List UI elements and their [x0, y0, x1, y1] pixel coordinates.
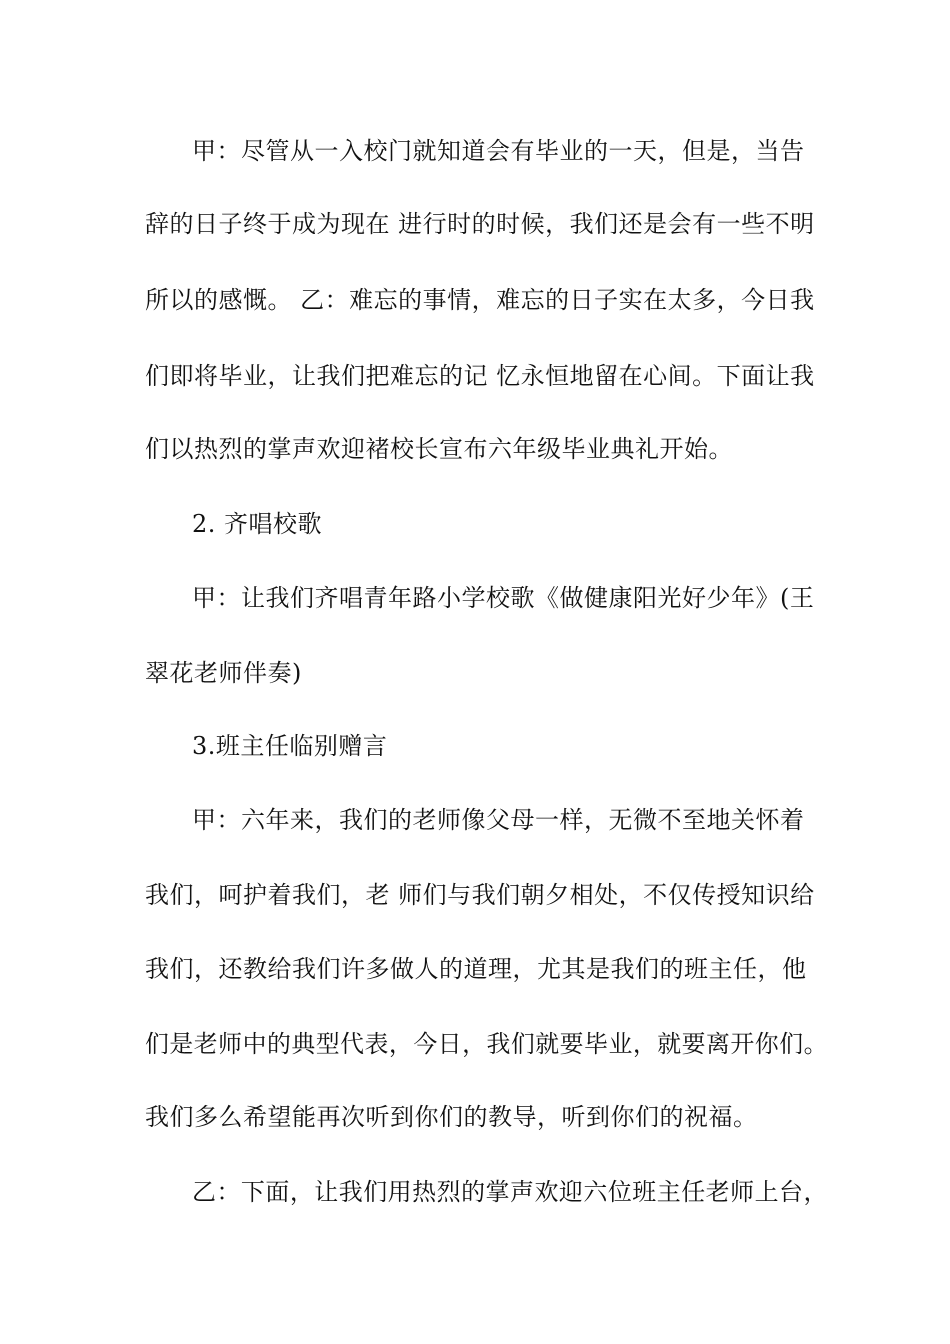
text-line [0, 653, 950, 693]
paragraph-text: 们是老师中的典型代表，今日，我们就要毕业，就要离开你们。 [145, 1030, 828, 1058]
text-line [0, 726, 950, 766]
paragraph-text: 甲：六年来，我们的老师像父母一样，无微不至地关怀着 [192, 806, 805, 834]
paragraph-text: 我们，还教给我们许多做人的道理，尤其是我们的班主任，他 [145, 955, 807, 983]
section-heading: 2. 齐唱校歌 [192, 510, 323, 538]
text-line [0, 131, 950, 171]
paragraph-text: 甲：让我们齐唱青年路小学校歌《做健康阳光好少年》(王 [192, 584, 815, 612]
text-line [0, 1172, 950, 1212]
paragraph-text: 翠花老师伴奏) [145, 659, 302, 687]
paragraph-text: 甲：尽管从一入校门就知道会有毕业的一天，但是，当告 [192, 137, 805, 165]
text-line [0, 356, 950, 396]
paragraph-text: 我们，呵护着我们，老 师们与我们朝夕相处，不仅传授知识给 [145, 881, 815, 909]
paragraph-text: 辞的日子终于成为现在 进行时的时候，我们还是会有一些不明 [145, 210, 815, 238]
section-heading: 3.班主任临别赠言 [192, 732, 388, 760]
text-line [0, 800, 950, 840]
text-line [0, 578, 950, 618]
paragraph-text: 所以的感慨。 乙：难忘的事情，难忘的日子实在太多，今日我 [145, 286, 815, 314]
text-line [0, 280, 950, 320]
text-line [0, 1024, 950, 1064]
text-line [0, 1097, 950, 1137]
paragraph-text: 们即将毕业，让我们把难忘的记 忆永恒地留在心间。下面让我 [145, 362, 815, 390]
text-line [0, 429, 950, 469]
text-line [0, 949, 950, 989]
paragraph-text: 我们多么希望能再次听到你们的教导，听到你们的祝福。 [145, 1103, 758, 1131]
text-line [0, 204, 950, 244]
paragraph-text: 们以热烈的掌声欢迎褚校长宣布六年级毕业典礼开始。 [145, 435, 733, 463]
text-line [0, 504, 950, 544]
paragraph-text: 乙：下面，让我们用热烈的掌声欢迎六位班主任老师上台， [192, 1178, 828, 1206]
text-line [0, 875, 950, 915]
